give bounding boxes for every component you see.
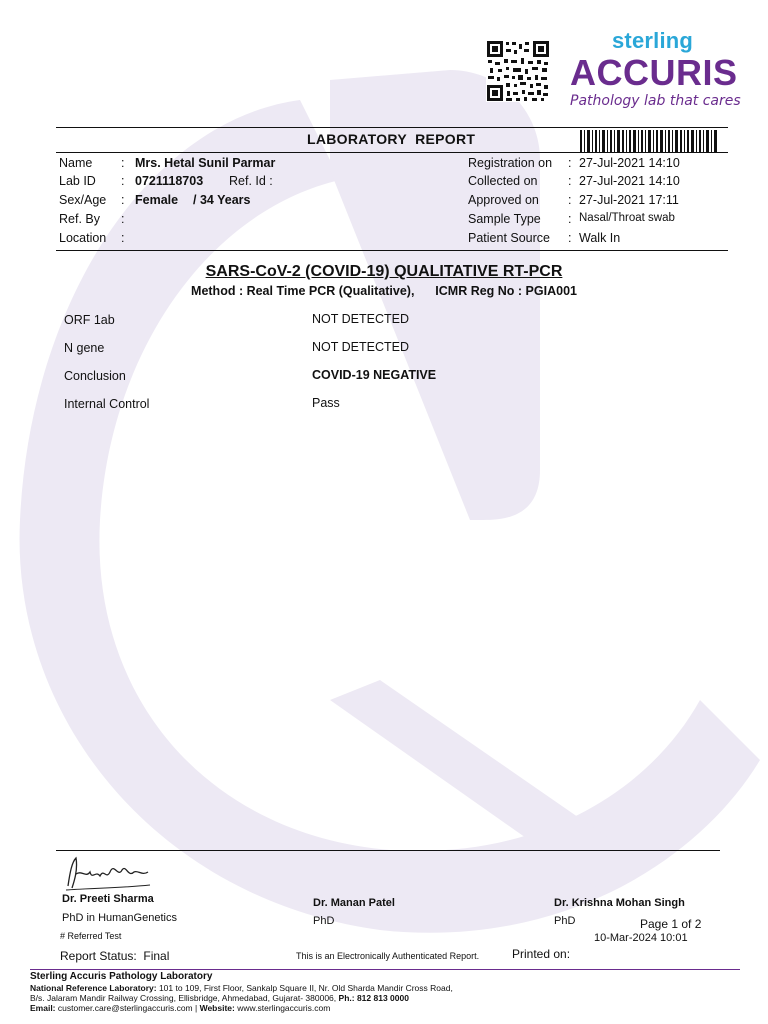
patient-source-colon: : [568, 231, 572, 245]
lab-name: Sterling Accuris Pathology Laboratory [30, 971, 213, 982]
sample-type-colon: : [568, 212, 572, 226]
header-bottom-rule [56, 250, 728, 251]
collected-value: 27-Jul-2021 14:10 [579, 174, 680, 188]
registration-value: 27-Jul-2021 14:10 [579, 156, 680, 170]
refby-label: Ref. By [59, 212, 100, 226]
qr-code [486, 40, 550, 102]
header-mid-rule [56, 152, 728, 153]
doctor3-qualification: PhD [554, 915, 576, 927]
signature-image [62, 852, 152, 894]
address-text-2: B/s. Jalaram Mandir Railway Crossing, Ellisbridge, Ahmedabad, Gujarat- 380006, [30, 993, 337, 1003]
barcode [580, 130, 718, 152]
sample-type-label: Sample Type [468, 212, 541, 226]
doctor1-qualification: PhD in HumanGenetics [62, 912, 177, 924]
doctor2-qualification: PhD [313, 915, 335, 927]
printed-on-label: Printed on: [512, 947, 571, 961]
result-name-internal-control: Internal Control [64, 397, 150, 411]
website-link[interactable]: www.sterlingaccuris.com [234, 1003, 331, 1013]
result-name-ngene: N gene [64, 341, 105, 355]
location-colon: : [121, 231, 125, 245]
doctor2-name: Dr. Manan Patel [313, 897, 395, 909]
doctor1-name: Dr. Preeti Sharma [62, 893, 154, 905]
report-status: Report Status: Final [60, 949, 170, 963]
name-value: Mrs. Hetal Sunil Parmar [135, 156, 276, 170]
patient-source-label: Patient Source [468, 231, 550, 245]
name-colon: : [121, 156, 125, 170]
sex-value: Female [135, 193, 179, 207]
phone-label: Ph.: [338, 993, 355, 1003]
printed-datetime: 10-Mar-2024 10:01 [594, 932, 688, 944]
approved-label: Approved on [468, 193, 539, 207]
patient-source-value: Walk In [579, 231, 621, 245]
report-title: LABORATORY REPORT [307, 131, 476, 147]
refby-colon: : [121, 212, 125, 226]
labid-colon: : [121, 174, 125, 188]
test-title: SARS-CoV-2 (COVID-19) QUALITATIVE RT-PCR [205, 263, 563, 280]
approved-value: 27-Jul-2021 17:11 [579, 193, 679, 207]
result-name-conclusion: Conclusion [64, 369, 126, 383]
authentication-note: This is an Electronically Authenticated Report. [296, 951, 480, 961]
contact-line [30, 1003, 330, 1013]
labid-label: Lab ID [59, 174, 96, 188]
sexage-colon: : [121, 193, 125, 207]
registration-colon: : [568, 156, 572, 170]
result-name-orf1ab: ORF 1ab [64, 313, 115, 327]
page-number: Page 1 of 2 [640, 917, 702, 931]
registration-label: Registration on [468, 156, 553, 170]
header-top-rule [56, 127, 728, 128]
phone-number: 812 813 0000 [354, 993, 409, 1003]
result-value-internal-control: Pass [312, 396, 340, 410]
address-line-1 [30, 983, 453, 993]
email-label: Email: [30, 1003, 56, 1013]
website-label: Website: [199, 1003, 235, 1013]
sample-type-value: Nasal/Throat swab [579, 212, 675, 224]
logo-accuris-text: ACCURIS [570, 52, 738, 93]
collected-label: Collected on [468, 174, 538, 188]
test-method: Method : Real Time PCR (Qualitative), ICMR Reg No : PGIA001 [191, 284, 577, 298]
email-address[interactable]: customer.care@sterlingaccuris.com | [55, 1003, 200, 1013]
address-line-2 [30, 993, 409, 1003]
collected-colon: : [568, 174, 572, 188]
sexage-label: Sex/Age [59, 193, 107, 207]
referred-test-note: # Referred Test [60, 931, 122, 941]
location-label: Location [59, 231, 107, 245]
name-label: Name [59, 156, 93, 170]
approved-colon: : [568, 193, 572, 207]
signature-rule [56, 850, 720, 851]
result-value-ngene: NOT DETECTED [312, 340, 409, 354]
logo-sterling-text: sterling [612, 28, 694, 53]
address-label: National Reference Laboratory: [30, 983, 157, 993]
address-text-1: 101 to 109, First Floor, Sankalp Square II, Nr. Old Sharda Mandir Cross Road, [156, 983, 453, 993]
refid-label: Ref. Id : [229, 174, 273, 188]
logo-tagline: Pathology lab that cares [570, 93, 741, 109]
footer-rule [30, 969, 740, 970]
labid-value: 0721118703 [135, 174, 204, 188]
result-value-conclusion: COVID-19 NEGATIVE [312, 368, 437, 382]
result-value-orf1ab: NOT DETECTED [312, 312, 409, 326]
doctor3-name: Dr. Krishna Mohan Singh [554, 897, 685, 909]
age-value: / 34 Years [193, 193, 251, 207]
